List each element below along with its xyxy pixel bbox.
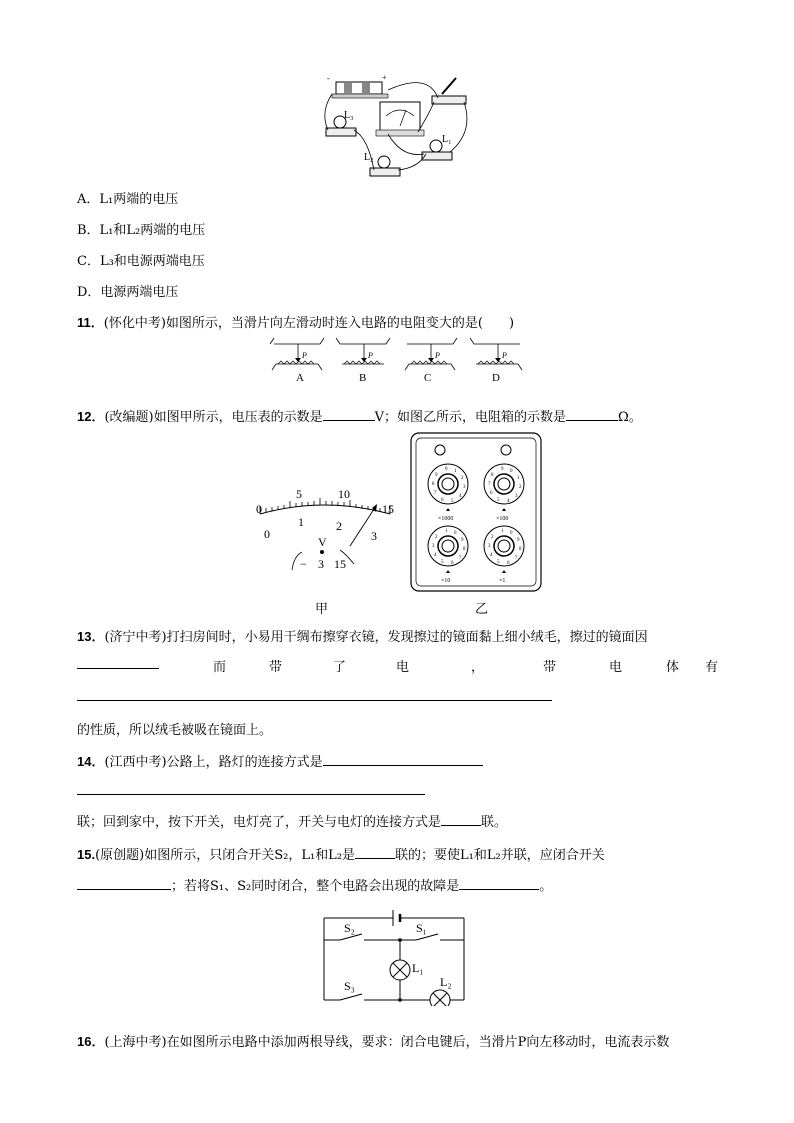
svg-text:6: 6 [441,498,444,503]
q13-char: 而 [213,660,227,675]
top-scale-5: 5 [296,487,302,501]
svg-text:5: 5 [451,499,454,504]
svg-text:0: 0 [454,531,457,536]
svg-text:0: 0 [445,467,448,472]
svg-text:5: 5 [441,560,444,565]
q13-char: ， [471,660,485,675]
q13-char: 带 [269,660,283,675]
q11-number: 11． [77,315,104,330]
svg-text:3: 3 [515,494,518,499]
l3-label: L₃ [344,110,354,121]
q10-option-d: D．电源两端电压 [77,285,179,300]
s1-label: S₁ [416,921,427,935]
top-scale-15: 15 [382,502,394,516]
bottom-scale-3: 3 [371,529,377,543]
q15-text-4: 。 [539,879,553,894]
l1-label: L₁ [442,134,452,145]
svg-text:8: 8 [463,547,466,552]
svg-text:9: 9 [501,467,504,472]
q11-label-d: D [492,372,500,384]
q14-blank-1[interactable] [323,753,483,766]
terminal-3: 3 [318,557,324,571]
q14-text-3: 联。 [481,815,508,830]
svg-text:2: 2 [461,476,464,481]
resistance-box-caption: 乙 [475,602,489,617]
svg-text:2: 2 [435,535,438,540]
bottom-scale-0: 0 [264,527,270,541]
svg-text:9: 9 [461,538,464,543]
multiplier-x100: ×100 [496,516,509,522]
q11-label-b: B [359,372,367,384]
svg-text:9: 9 [435,473,438,478]
q13-line2 [77,656,719,675]
q15-blank-3[interactable] [459,877,539,890]
q13-char: 体 [666,660,680,675]
l2-label: L₂ [364,152,374,163]
q14-line1 [77,751,483,770]
q13-line4: 的性质，所以绒毛被吸在镜面上。 [77,723,273,738]
svg-text:6: 6 [451,561,454,566]
rheostat-a [270,338,324,370]
svg-text:9: 9 [517,538,520,543]
resistance-box-figure [410,432,542,592]
q11-rheostat-figure [264,334,534,374]
slider-p-label: P [502,351,507,360]
q13-blank-2[interactable] [77,700,552,701]
q15-text-1: (原创题)如图所示，只闭合开关S₂，L₁和L₂是 [95,848,356,863]
q11-label-c: C [424,372,432,384]
q13-char: 电 [609,660,623,675]
rheostat-d [470,338,522,370]
slider-p-label: P [368,351,373,360]
q16-number: 16． [77,1034,105,1049]
svg-text:3: 3 [463,485,466,490]
q14-number: 14． [77,754,105,769]
q15-line1 [77,844,605,863]
q13-char: 带 [543,660,557,675]
svg-text:4: 4 [459,494,462,499]
svg-text:3: 3 [488,544,491,549]
top-scale-0: 0 [256,502,262,516]
svg-text:3: 3 [432,544,435,549]
q13-char: 电 [396,660,410,675]
q11-stem-text: (怀化中考)如图所示，当滑片向左滑动时连入电路的电阻变大的是( ) [103,316,515,331]
svg-text:7: 7 [459,556,462,561]
bottom-scale-2: 2 [336,519,342,533]
svg-text:8: 8 [491,473,494,478]
voltmeter-caption: 甲 [315,602,329,617]
svg-text:5: 5 [497,498,500,503]
battery-minus-label: - [327,74,330,83]
q12-blank-2[interactable] [566,408,618,421]
svg-text:4: 4 [434,553,437,558]
svg-text:6: 6 [507,561,510,566]
q14-text-2: 联；回到家中，按下开关，电灯亮了，开关与电灯的连接方式是 [77,815,442,830]
svg-text:7: 7 [488,482,491,487]
q13-number: 13． [77,629,105,644]
rheostat-c [405,338,457,370]
svg-text:0: 0 [510,531,513,536]
svg-text:2: 2 [491,535,494,540]
q15-circuit-figure [318,904,468,1006]
q12-unit2: Ω。 [618,410,642,425]
q13-char: 了 [333,660,347,675]
q10-option-a: A．L₁两端的电压 [77,192,179,207]
lamp-l2 [430,990,450,1006]
q12-stem-part1: (改编题)如图甲所示，电压表的示数是 [104,410,323,425]
svg-text:4: 4 [507,499,510,504]
svg-text:1: 1 [517,476,520,481]
q12-blank-1[interactable] [323,408,375,421]
lamp-l1 [390,960,410,980]
svg-text:7: 7 [515,556,518,561]
q10-circuit-figure [318,72,478,182]
s3-label: S₃ [344,979,355,993]
voltmeter-figure [246,484,406,584]
q11-label-a: A [296,372,304,384]
svg-text:8: 8 [432,482,435,487]
q15-blank-2[interactable] [77,877,171,890]
l2-label: L₂ [440,975,452,989]
q14-blank-2[interactable] [441,813,481,826]
slider-p-label: P [302,351,307,360]
q16-stem-text: (上海中考)在如图所示电路中添加两根导线，要求：闭合电键后，当滑片P向左移动时，电流表示数 [104,1035,670,1050]
multiplier-x1000: ×1000 [438,516,454,522]
svg-text:1: 1 [501,529,504,534]
q15-blank-1[interactable] [355,846,395,859]
svg-text:4: 4 [490,553,493,558]
svg-text:0: 0 [510,469,513,474]
terminal-15: 15 [334,557,346,571]
svg-text:7: 7 [434,491,437,496]
svg-text:1: 1 [445,529,448,534]
rheostat-b [336,338,390,364]
svg-text:5: 5 [497,560,500,565]
q14-text-1: (江西中考)公路上，路灯的连接方式是 [104,755,323,770]
q12-stem [77,406,642,425]
q13-text-1: (济宁中考)打扫房间时，小易用干绸布擦穿衣镜，发现擦过的镜面黏上细小绒毛，擦过的镜面因 [104,630,648,645]
q13-line1 [77,626,648,645]
q14-blank-1-cont[interactable] [77,794,425,795]
battery-plus-label: + [382,73,387,82]
bottom-scale-1: 1 [298,515,304,529]
q16-line1 [77,1031,669,1050]
s2-label: S₂ [344,921,355,935]
q15-number: 15. [77,847,96,862]
q12-number: 12． [77,409,105,424]
l1-label: L₁ [412,961,424,975]
q11-stem [77,312,514,331]
q13-char: 有 [705,660,719,675]
q10-option-b: B．L₁和L₂两端的电压 [77,223,206,238]
terminal-minus: − [300,557,307,571]
top-scale-10: 10 [338,487,350,501]
svg-text:8: 8 [519,547,522,552]
multiplier-x10: ×10 [441,578,451,584]
q12-unit1: V；如图乙所示，电阻箱的示数是 [374,410,567,425]
q15-line2 [77,875,552,894]
voltmeter-symbol: V [318,535,327,549]
svg-text:1: 1 [454,469,457,474]
svg-text:6: 6 [490,491,493,496]
q15-text-2: 联的；要使L₁和L₂并联，应闭合开关 [395,848,605,863]
multiplier-x1: ×1 [499,578,506,584]
q13-blank-1[interactable] [77,656,159,669]
slider-p-label: P [435,351,440,360]
q15-text-3: ；若将S₁、S₂同时闭合，整个电路会出现的故障是 [171,879,460,894]
q14-line3 [77,811,507,830]
svg-text:2: 2 [519,485,522,490]
q10-option-c: C．L₃和电源两端电压 [77,254,205,269]
